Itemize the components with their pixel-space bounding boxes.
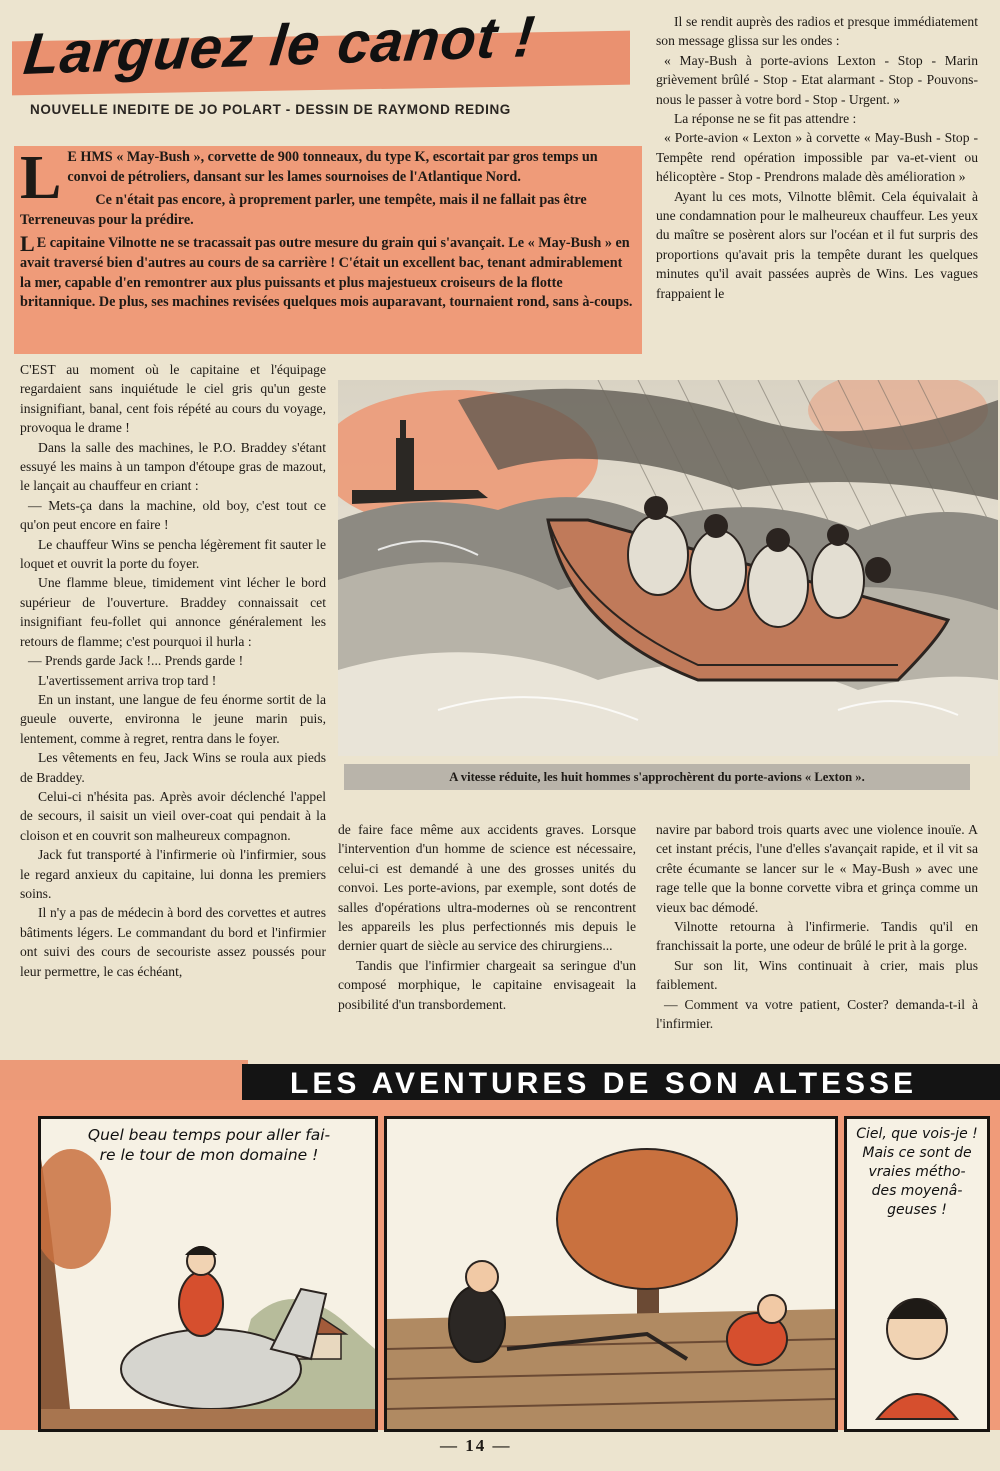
- bubble-line: des moyenâ-: [871, 1183, 963, 1199]
- column-left: [20, 360, 326, 981]
- tree: [557, 1149, 737, 1289]
- bubble-line: Quel beau temps pour aller fai-: [87, 1126, 331, 1144]
- paragraph: Vilnotte retourna à l'infirmerie. Tandis qu'il en franchissait la porte, une odeur de brûlé le prit à la gorge.: [656, 919, 978, 954]
- page-number: — 14 —: [440, 1436, 512, 1455]
- paragraph: Dans la salle des machines, le P.O. Braddey s'étant essuyé les mains à un tampon d'étoupe gras de mazout, le lançait au chauffeur en criant :: [20, 439, 326, 494]
- intro-p3-text: E capitaine Vilnotte ne se tracassait pas outre mesure du grain qui s'avançait. Le « May-Bush » en avait traversé bien d'autres au cours de sa carrière ! C'était un excellent bac, tenant admirablement la mer, capable d'en remontrer aux plus puissants et plus majestueux croiseurs de la flotte britannique. De plus, ses machines revisées quelques mois auparavant, tournaient rond, sans à-coups.: [20, 235, 633, 311]
- intro-paragraph-2: Ce n'était pas encore, à proprement parler, une tempête, mais il ne fallait pas être Terreneuvas pour la prédire.: [20, 192, 587, 228]
- intro-text: [20, 144, 636, 317]
- bubble-line: Ciel, que vois-je !: [856, 1126, 978, 1142]
- speech-bubble: [69, 1125, 349, 1165]
- paragraph: navire par babord trois quarts avec une violence inouïe. A cet instant précis, l'une d'elles s'avançait rapide, et il vit sa crête écumante se lancer sur le « May-Bush » avec une rage telle que la bonne corvette vibra et grinça comme un vieux bac démodé.: [656, 822, 978, 915]
- bubble-line: geuses !: [887, 1202, 947, 1218]
- paragraph: — Prends garde Jack !... Prends garde !: [28, 653, 244, 669]
- title-block: [0, 0, 640, 132]
- paragraph: Tandis que l'infirmier chargeait sa seringue d'un composé morphique, le capitaine envisageait la posibilité d'un transbordement.: [338, 957, 636, 1012]
- paragraph: Jack fut transporté à l'infirmerie où l'infirmier, sous le regard anxieux du capitaine, lui donna les premiers soins.: [20, 847, 326, 901]
- paragraph: — Comment va votre patient, Coster? demanda-t-il à l'infirmier.: [656, 996, 978, 1032]
- comic-panel-2: [384, 1116, 838, 1432]
- paragraph: En un instant, une langue de feu énorme sortit de la gueule ouverte, environna le jeune marin puis, lentement, comme à regret, rentra dans le foyer.: [20, 691, 326, 746]
- bubble-line: Mais ce sont de: [862, 1145, 972, 1161]
- plough-scene: [387, 1119, 835, 1429]
- comic-panel-3: [844, 1116, 990, 1432]
- paragraph: La réponse ne se fit pas attendre :: [674, 111, 857, 127]
- paragraph: Les vêtements en feu, Jack Wins se roula aux pieds de Braddey.: [20, 750, 326, 785]
- illustration-caption: A vitesse réduite, les huit hommes s'approchèrent du porte-avions « Lexton ».: [344, 764, 970, 790]
- paragraph: Il se rendit auprès des radios et presque immédiatement son message glissa sur les ondes :: [656, 14, 978, 49]
- comic-header-accent: [0, 1060, 248, 1100]
- paragraph: Ayant lu ces mots, Vilnotte blêmit. Cela équivalait à une condamnation pour le malheureux chauffeur. Les yeux du maître se posèrent alors sur l'océan et il fut surpris des proportions qu'avait pris la tempête durant les quelques minutes qu'il avait passées auprès de Wins. Les vagues frappaient le: [656, 188, 978, 301]
- paragraph: Une flamme bleue, timidement vint lécher le bord supérieur de l'ouverture. Braddey connaissait cet insignifiant feu-follet qui annonce généralement les retours de flamme; c'est pourquoi il hurla :: [20, 575, 326, 649]
- drop-cap-small: L: [20, 231, 35, 257]
- speech-bubble: [851, 1125, 983, 1220]
- intro-paragraph-3: [20, 231, 636, 312]
- rider-on-horse: [41, 1119, 375, 1429]
- paragraph: L'avertissement arriva trop tard !: [38, 672, 217, 688]
- paragraph: Celui-ci n'hésita pas. Après avoir déclenché l'appel de secours, il saisit un vieil over-coat qui pendait à la cloison et en couvrit son malheureux compagnon.: [20, 788, 326, 843]
- byline: NOUVELLE INEDITE DE JO POLART - DESSIN DE RAYMOND REDING: [30, 102, 511, 117]
- paragraph: « Porte-avion « Lexton » à corvette « May-Bush - Stop - Tempête rend opération impossible par va-et-vient ou hélicoptère - Stop - Prendrons malade dès amélioration »: [656, 130, 978, 185]
- bubble-line: vraies métho-: [868, 1164, 966, 1180]
- rider: [179, 1272, 223, 1336]
- article-title: Larguez le canot !: [20, 3, 539, 88]
- boat-illustration: [338, 380, 998, 756]
- bubble-line: re le tour de mon domaine !: [99, 1146, 319, 1164]
- storm-scene: [338, 380, 998, 756]
- paragraph: « May-Bush à porte-avions Lexton - Stop - Marin grièvement brûlé - Stop - Etat alarmant - Stop - Pouvons-nous le passer à votre bord - Stop - Urgent. »: [656, 52, 978, 107]
- intro-p1-text: E HMS « May-Bush », corvette de 900 tonneaux, du type K, escortait par gros temps un convoi de pétroliers, dansant sur les lames sournoises de l'Atlantique Nord.: [67, 149, 598, 185]
- paragraph: de faire face même aux accidents graves. Lorsque l'intervention d'un homme de science est nécessaire, celui-ci est demandé à une des grosses unités du convoi. Les porte-avions, par exemple, sont dotés de salles d'opérations ultra-modernes où se rencontrent les appareils les plus perfectionnés mis depuis le dernier quart de siècle au service des chirurgiens...: [338, 822, 636, 954]
- drop-cap: L: [20, 144, 62, 212]
- paragraph: C'EST au moment où le capitaine et l'équipage regardaient sans inquiétude le ciel gris qu'un geste insignifiant, banal, cent fois répété au cours du voyage, provoqua le drame !: [20, 362, 326, 436]
- paragraph: Sur son lit, Wins continuait à crier, mais plus faiblement.: [656, 957, 978, 993]
- paragraph: — Mets-ça dans la machine, old boy, c'est tout ce qu'on peut encore en faire !: [20, 497, 326, 533]
- column-right: [656, 820, 978, 1033]
- column-right-top: [656, 12, 978, 303]
- comic-panel-1: [38, 1116, 378, 1432]
- comic-title: LES AVENTURES DE SON ALTESSE: [290, 1067, 918, 1100]
- paragraph: Le chauffeur Wins se pencha légèrement fit sauter le loquet et ouvrit la porte du foyer.: [20, 536, 326, 572]
- paragraph: Il n'y a pas de médecin à bord des corvettes et autres bâtiments légers. Le commandant du bord et l'infirmier ont suivi des cours de secouriste assez poussés pour leur permettre, le cas échéant,: [20, 905, 326, 979]
- column-middle: [338, 820, 636, 1014]
- farmer: [449, 1286, 505, 1362]
